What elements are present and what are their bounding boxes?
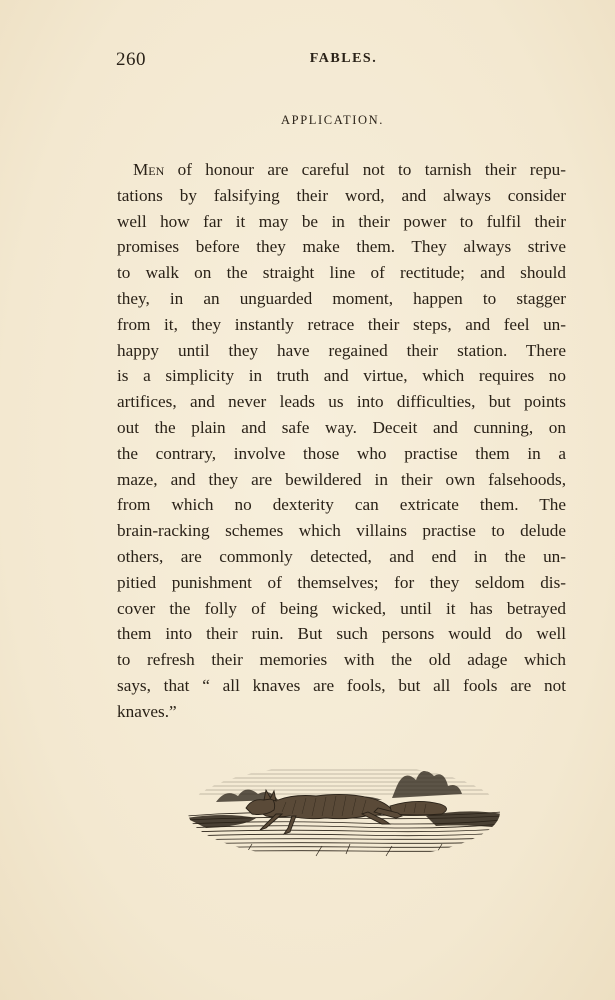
body-line: happy until they have regained their station. There [117,340,566,360]
running-head: FABLES. [309,51,378,66]
body-line: promises before they make them. They always strive [117,237,566,257]
body-line: maze, and they are bewildered in their own falsehoods, [117,469,566,489]
body-line: pitied punishment of themselves; for they seldom dis- [117,572,566,592]
body-line: brain-racking schemes which villains practise to delude [117,521,566,541]
first-word: Men [133,160,165,179]
running-fox-engraving-icon [186,758,502,866]
body-line: to walk on the straight line of rectitude; and should [117,263,566,283]
body-line: from it, they instantly retrace their steps, and feel un- [117,314,566,334]
body-line: they, in an unguarded moment, happen to stagger [117,288,566,308]
body-line: them into their ruin. But such persons would do well [117,624,566,644]
body-line: from which no dexterity can extricate them. The [117,495,566,515]
body-line: is a simplicity in truth and virtue, which requires no [117,366,566,386]
body-line: says, that “ all knaves are fools, but all fools are not [117,675,566,695]
page-number: 260 [116,49,146,70]
body-line: cover the folly of being wicked, until it has betrayed [117,598,566,618]
body-line: to refresh their memories with the old adage which [117,650,566,670]
body-line: well how far it may be in their power to fulfil their [117,211,566,231]
body-line: the contrary, involve those who practise them in a [117,443,566,463]
body-text [117,157,566,725]
body-line: artifices, and never leads us into difficulties, but points [117,392,566,412]
body-line: others, are commonly detected, and end in the un- [117,546,566,566]
body-line: out the plain and safe way. Deceit and cunning, on [117,417,566,437]
body-line: tations by falsifying their word, and always consider [117,185,566,205]
section-title: APPLICATION. [281,113,384,127]
body-line: knaves.” [117,701,177,721]
body-line: Men of honour are careful not to tarnish their repu- [133,160,566,179]
